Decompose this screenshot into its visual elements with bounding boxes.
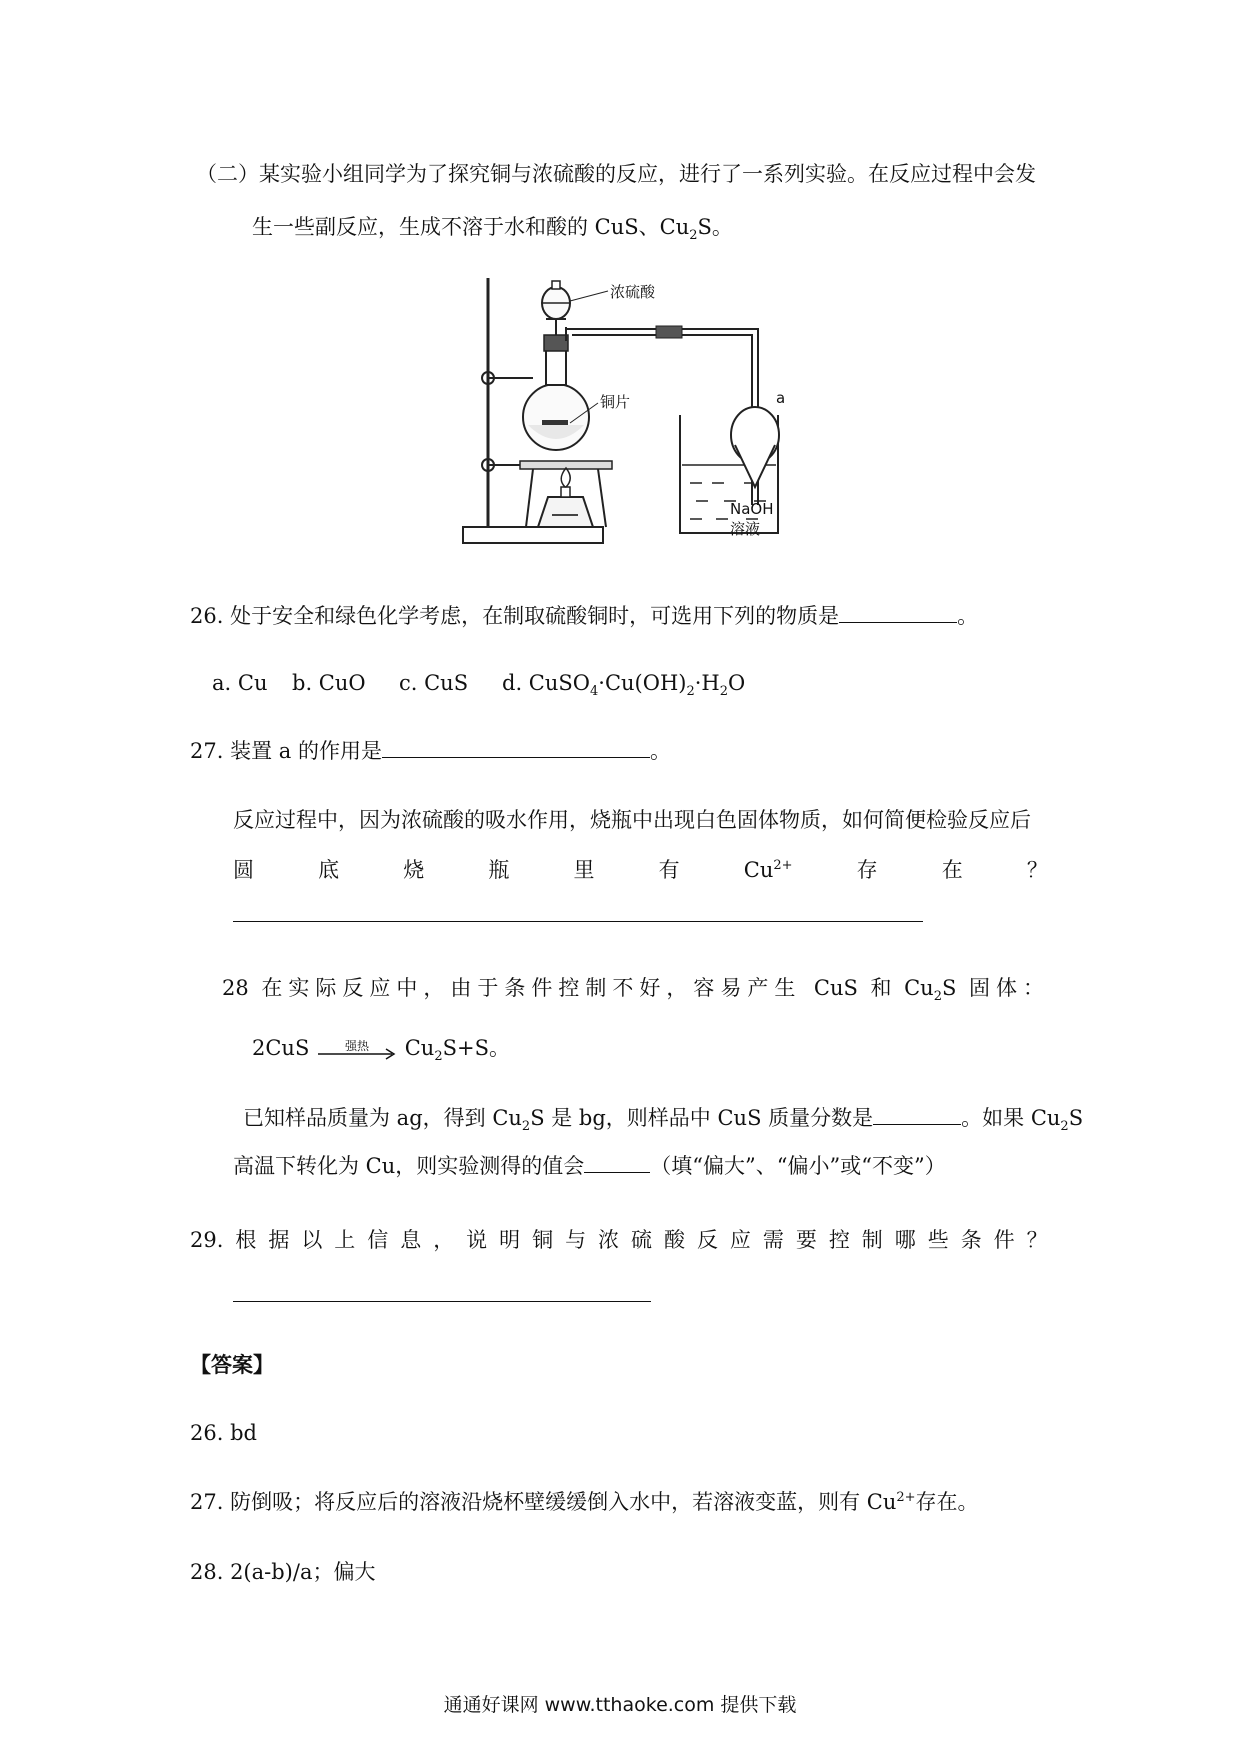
word: 哪: [894, 1228, 916, 1252]
section-intro-line2: [252, 212, 733, 242]
subscript: 2: [1060, 1119, 1069, 1135]
word: ？: [1026, 1228, 1048, 1252]
word: 反: [696, 1228, 718, 1252]
subscript: 2: [689, 228, 698, 244]
option-d: [502, 668, 745, 698]
subscript: 2: [521, 1119, 531, 1135]
word: 应: [729, 1228, 751, 1252]
section-intro-line1: [196, 159, 1036, 189]
question-27-paragraph-2: [233, 855, 1048, 885]
intro-text: （二）某实验小组同学为了探究铜与浓硫酸的反应，进行了一系列实验。在反应过程中会发: [196, 162, 1036, 186]
word: 铜: [532, 1228, 554, 1252]
answer-line-27[interactable]: [233, 921, 923, 922]
answer-28: 28. 2(a-b)/a；偏大: [190, 1560, 376, 1584]
option-d-part2: ·Cu(OH): [598, 671, 687, 695]
answer-blank-26[interactable]: [839, 600, 957, 623]
label-naoh: NaOH: [730, 500, 774, 518]
superscript: 2+: [896, 1490, 916, 1505]
question-28-line-1: [222, 973, 1050, 1003]
question-26: [190, 600, 978, 631]
label-naoh-solution: 溶液: [730, 520, 761, 538]
word: 件: [993, 1228, 1015, 1252]
text-part: （填“偏大”、“偏小”或“不变”）: [650, 1154, 946, 1178]
question-27-paragraph-1: 反应过程中，因为浓硫酸的吸水作用，烧瓶中出现白色固体物质，如何简便检验反应后: [233, 808, 1031, 832]
answer-blank-28-fraction[interactable]: [873, 1102, 961, 1125]
formula-cus: CuS: [813, 976, 858, 1000]
answer-blank-27[interactable]: [382, 735, 650, 758]
copper-ion: [744, 855, 793, 885]
subscript: 2: [933, 989, 942, 1005]
subscript: 2: [686, 684, 695, 700]
option-d-part4: O: [728, 671, 746, 695]
word: 存: [856, 858, 878, 882]
footer-source: 通通好课网 www.tthaoke.com 提供下载: [443, 1694, 797, 1716]
answer-blank-28-effect[interactable]: [584, 1150, 650, 1173]
text-part: 。如果 Cu: [961, 1106, 1061, 1130]
text-part: S: [1068, 1106, 1084, 1130]
word: 固体：: [968, 976, 1050, 1000]
option-a: a. Cu: [212, 671, 268, 695]
word: 息: [400, 1228, 422, 1252]
word: 明: [499, 1228, 521, 1252]
answer-26: 26. bd: [190, 1421, 257, 1445]
text-part: S 是 bg，则样品中 CuS 质量分数是: [530, 1106, 874, 1130]
question-27-end: 。: [649, 739, 671, 763]
label-concentrated-sulfuric-acid: 浓硫酸: [610, 283, 656, 301]
word: 与: [565, 1228, 587, 1252]
answer-27: [190, 1487, 979, 1517]
label-device-a: a: [776, 389, 786, 407]
equation-right-2: S+S。: [442, 1036, 510, 1060]
word: 上: [334, 1228, 356, 1252]
subscript: 2: [719, 684, 729, 700]
intro-text-3: S。: [697, 215, 733, 239]
word: 硫: [631, 1228, 652, 1252]
word: 需: [762, 1228, 784, 1252]
label-copper-sheet: 铜片: [600, 393, 631, 411]
question-27-text: 27. 装置 a 的作用是: [190, 739, 382, 763]
word: 以: [301, 1228, 323, 1252]
question-28-text: 在实际反应中，由于条件控制不好，容易产生: [261, 976, 802, 1000]
word: 酸: [663, 1228, 685, 1252]
intro-text-2: 生一些副反应，生成不溶于水和酸的 CuS、Cu: [252, 215, 690, 239]
word: 些: [927, 1228, 949, 1252]
word: 信: [367, 1228, 389, 1252]
superscript: 2+: [773, 858, 793, 873]
question-26-options: [212, 668, 745, 698]
arrow-icon: [316, 1039, 398, 1061]
word: 有: [658, 858, 680, 882]
word: 根: [235, 1228, 257, 1252]
text-part: 已知样品质量为 ag，得到 Cu: [243, 1106, 522, 1130]
word: 说: [466, 1228, 488, 1252]
equation: [252, 1033, 510, 1063]
question-29: [190, 1225, 1048, 1255]
word: 浓: [598, 1228, 620, 1252]
question-28-paragraph-1: [243, 1102, 1083, 1133]
option-c: c. CuS: [399, 671, 469, 695]
question-number: 28: [222, 976, 249, 1000]
option-d-part1: d. CuSO: [502, 671, 590, 695]
word: 要: [795, 1228, 817, 1252]
formula-cu2s: $Cu_2S$: [904, 976, 957, 1005]
question-26-text: 26. 处于安全和绿色化学考虑，在制取硫酸铜时，可选用下列的物质是: [190, 604, 840, 628]
question-27: [190, 735, 671, 766]
copper-symbol: Cu: [743, 858, 774, 882]
equation-left: 2CuS: [252, 1036, 310, 1060]
word: 控: [828, 1228, 850, 1252]
equation-right: Cu: [404, 1036, 435, 1060]
answer-line-29[interactable]: [233, 1301, 651, 1302]
word: 瓶: [488, 858, 510, 882]
word: 底: [318, 858, 340, 882]
option-b: b. CuO: [292, 671, 366, 695]
question-26-end: 。: [957, 604, 979, 628]
reaction-condition: 强热: [345, 1038, 370, 1053]
question-28-paragraph-2: [233, 1150, 946, 1181]
word: 据: [268, 1228, 290, 1252]
word: 条: [960, 1228, 982, 1252]
word: ，: [433, 1228, 455, 1252]
text-part: 存在。: [915, 1490, 979, 1514]
word: 圆: [233, 858, 254, 882]
answers-heading: 【答案】: [190, 1352, 274, 1377]
subscript: 4: [590, 684, 599, 700]
option-d-part3: ·H: [694, 671, 720, 695]
question-number: 29.: [190, 1228, 224, 1252]
word: 和: [870, 976, 892, 1000]
word: 制: [861, 1228, 883, 1252]
text-part: 高温下转化为 Cu，则实验测得的值会: [233, 1154, 585, 1178]
subscript: 2: [434, 1049, 443, 1065]
text-part: 27. 防倒吸；将反应后的溶液沿烧杯壁缓缓倒入水中，若溶液变蓝，则有 Cu: [190, 1490, 897, 1514]
word: 里: [573, 858, 595, 882]
word: ？: [1026, 858, 1048, 882]
word: 烧: [403, 858, 425, 882]
word: 在: [941, 858, 963, 882]
